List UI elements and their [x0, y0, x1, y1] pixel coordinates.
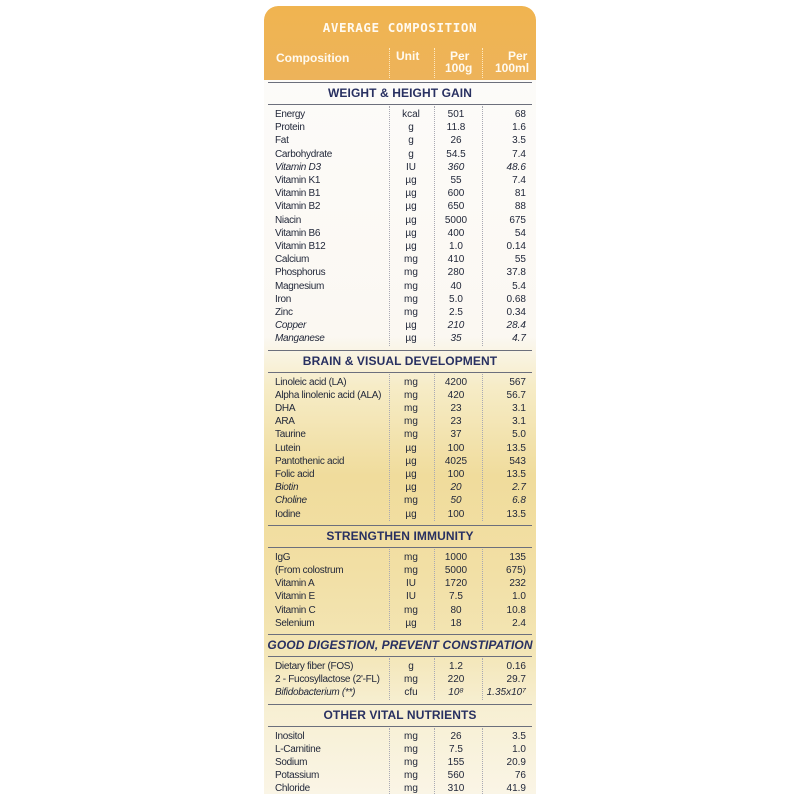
nutrient-name: Vitamin B2 — [275, 201, 321, 213]
table-row — [264, 389, 536, 402]
nutrient-unit: µg — [405, 508, 417, 520]
nutrient-unit: mg — [404, 757, 418, 768]
nutrient-name: Selenium — [275, 617, 315, 629]
value-per-100g: 5.0 — [449, 293, 463, 305]
nutrient-name: L-Carnitine — [275, 743, 321, 755]
table-row — [264, 660, 536, 673]
section-header — [264, 82, 536, 104]
table-row — [264, 769, 536, 782]
section-divider — [268, 372, 532, 373]
value-per-100g: 400 — [447, 227, 465, 239]
table-row — [264, 604, 536, 617]
value-per-100ml: 1.0 — [512, 743, 526, 755]
nutrient-name: Alpha linolenic acid (ALA) — [275, 389, 382, 401]
value-per-100ml: 3.1 — [512, 416, 526, 428]
column-divider — [389, 549, 390, 630]
nutrient-unit: IU — [406, 161, 416, 173]
value-per-100ml: 13.5 — [506, 469, 526, 480]
value-per-100ml: 0.34 — [506, 307, 526, 318]
value-per-100g: 310 — [447, 783, 465, 794]
table-row — [264, 743, 536, 756]
value-per-100g: 560 — [447, 770, 465, 782]
nutrient-name: Iron — [275, 293, 292, 305]
value-per-100g: 40 — [450, 280, 462, 292]
value-per-100ml: 81 — [514, 188, 526, 200]
nutrient-name: (From colostrum — [275, 565, 344, 576]
nutrient-name: Vitamin B1 — [275, 188, 321, 200]
nutrient-unit: µg — [405, 455, 417, 467]
nutrient-unit: mg — [404, 389, 418, 401]
table-row — [264, 564, 536, 577]
value-per-100ml: 675 — [509, 214, 526, 226]
table-row — [264, 402, 536, 415]
nutrient-unit: µg — [405, 617, 417, 629]
column-divider — [482, 728, 483, 794]
table-row — [264, 508, 536, 521]
column-divider — [434, 658, 435, 700]
value-per-100g: 1000 — [444, 551, 468, 563]
table-row — [264, 148, 536, 161]
table-row — [264, 227, 536, 240]
table-row — [264, 280, 536, 293]
panel-title: AVERAGE COMPOSITION — [322, 20, 478, 35]
value-per-100ml: 0.16 — [506, 661, 526, 672]
value-per-100g: 7.5 — [449, 743, 463, 755]
nutrient-unit: IU — [406, 591, 416, 603]
nutrient-name: Linoleic acid (LA) — [275, 376, 347, 388]
nutrient-unit: g — [408, 122, 414, 134]
value-per-100g: 26 — [450, 135, 462, 147]
value-per-100g: 501 — [447, 109, 465, 120]
section-header — [264, 634, 536, 656]
value-per-100ml: 41.9 — [506, 783, 526, 794]
column-divider — [434, 106, 435, 346]
value-per-100g: 4025 — [444, 455, 468, 467]
nutrient-unit: µg — [405, 320, 417, 332]
table-row — [264, 455, 536, 468]
value-per-100g: 210 — [447, 320, 465, 332]
nutrient-name: Vitamin B12 — [275, 241, 326, 252]
column-divider — [389, 658, 390, 700]
value-per-100g: 20 — [450, 482, 462, 494]
column-header-per-100g-top: Per — [450, 49, 470, 63]
value-per-100ml: 88 — [514, 201, 526, 213]
nutrient-name: 2 - Fucosyllactose (2'-FL) — [275, 674, 380, 686]
table-row — [264, 332, 536, 345]
table-row — [264, 306, 536, 319]
value-per-100g: 100 — [447, 442, 465, 454]
nutrient-unit: µg — [405, 241, 417, 252]
nutrient-name: Biotin — [275, 482, 299, 494]
value-per-100g: 1.2 — [449, 661, 463, 672]
nutrient-unit: mg — [404, 783, 418, 794]
nutrient-unit: g — [408, 135, 414, 147]
nutrient-name: Zinc — [275, 307, 293, 318]
nutrient-name: Bifidobacterium (**) — [275, 687, 356, 699]
value-per-100ml: 48.6 — [506, 161, 526, 173]
value-per-100ml: 7.4 — [512, 175, 526, 186]
column-divider — [389, 374, 390, 521]
value-per-100ml: 4.7 — [512, 333, 526, 345]
value-per-100ml: 37.8 — [506, 267, 526, 279]
table-row — [264, 415, 536, 428]
value-per-100ml: 5.0 — [512, 429, 526, 441]
nutrient-name: ARA — [275, 416, 295, 428]
column-divider — [482, 658, 483, 700]
value-per-100g: 2.5 — [449, 307, 463, 318]
nutrient-unit: µg — [405, 333, 417, 345]
nutrient-name: Protein — [275, 122, 305, 134]
value-per-100ml: 13.5 — [506, 442, 526, 454]
nutrient-unit: kcal — [402, 109, 420, 120]
nutrient-unit: mg — [404, 770, 418, 782]
column-header-per-100ml-bottom: 100ml — [495, 61, 530, 75]
value-per-100ml: 29.7 — [506, 674, 526, 686]
nutrient-unit: mg — [404, 376, 418, 388]
section-divider — [268, 547, 532, 548]
column-divider — [482, 106, 483, 346]
table-row — [264, 730, 536, 743]
nutrient-unit: µg — [405, 201, 417, 213]
section-title: WEIGHT & HEIGHT GAIN — [328, 86, 472, 100]
nutrient-unit: µg — [405, 188, 417, 200]
value-per-100ml: 1.35x10⁷ — [486, 687, 526, 699]
nutrient-unit: µg — [405, 442, 417, 454]
nutrient-name: Vitamin D3 — [275, 161, 321, 173]
nutrient-name: Chloride — [275, 783, 310, 794]
table-row — [264, 200, 536, 213]
nutrient-unit: mg — [404, 293, 418, 305]
value-per-100g: 220 — [447, 674, 465, 686]
value-per-100ml: 2.7 — [512, 482, 526, 494]
nutrient-unit: mg — [404, 416, 418, 428]
table-row — [264, 756, 536, 769]
value-per-100g: 1.0 — [449, 241, 463, 252]
nutrient-unit: mg — [404, 403, 418, 414]
table-row — [264, 590, 536, 603]
table-row — [264, 187, 536, 200]
value-per-100g: 23 — [450, 416, 462, 428]
nutrient-name: Phosphorus — [275, 267, 326, 279]
value-per-100g: 100 — [447, 469, 465, 480]
nutrient-unit: mg — [404, 743, 418, 755]
value-per-100ml: 28.4 — [506, 320, 526, 332]
value-per-100ml: 3.1 — [512, 403, 526, 414]
nutrient-unit: mg — [404, 267, 418, 279]
nutrient-name: IgG — [275, 551, 291, 563]
nutrient-unit: mg — [404, 495, 418, 507]
table-row — [264, 319, 536, 332]
nutrient-name: Vitamin C — [275, 604, 316, 616]
value-per-100ml: 56.7 — [506, 389, 526, 401]
nutrient-unit: mg — [404, 254, 418, 266]
table-row — [264, 481, 536, 494]
nutrient-name: Vitamin E — [275, 591, 315, 603]
column-divider — [434, 728, 435, 794]
nutrient-name: Taurine — [275, 429, 306, 441]
nutrient-unit: mg — [404, 280, 418, 292]
section-title: GOOD DIGESTION, PREVENT CONSTIPATION — [267, 638, 533, 652]
value-per-100g: 23 — [450, 403, 462, 414]
value-per-100g: 600 — [447, 188, 465, 200]
nutrient-name: Manganese — [275, 333, 325, 345]
value-per-100g: 50 — [450, 495, 462, 507]
value-per-100ml: 1.0 — [512, 591, 526, 603]
nutrient-unit: g — [408, 148, 414, 160]
value-per-100g: 1720 — [444, 578, 468, 590]
nutrient-unit: g — [408, 661, 414, 672]
nutrient-name: DHA — [275, 403, 296, 414]
header-divider — [389, 48, 390, 78]
table-row — [264, 240, 536, 253]
header-divider — [434, 48, 435, 78]
value-per-100g: 280 — [447, 267, 465, 279]
nutrient-unit: mg — [404, 730, 418, 742]
table-row — [264, 161, 536, 174]
value-per-100g: 155 — [447, 757, 465, 768]
nutrient-name: Choline — [275, 495, 307, 507]
value-per-100g: 360 — [447, 161, 465, 173]
value-per-100g: 26 — [450, 730, 462, 742]
value-per-100g: 37 — [450, 429, 462, 441]
nutrient-unit: mg — [404, 429, 418, 441]
value-per-100ml: 6.8 — [512, 495, 526, 507]
column-divider — [482, 549, 483, 630]
value-per-100ml: 2.4 — [512, 617, 526, 629]
table-row — [264, 121, 536, 134]
table-row — [264, 293, 536, 306]
value-per-100ml: 0.14 — [506, 241, 526, 252]
nutrient-name: Pantothenic acid — [275, 455, 345, 467]
nutrient-name: Carbohydrate — [275, 148, 332, 160]
table-row — [264, 266, 536, 279]
section-divider — [268, 656, 532, 657]
nutrient-name: Vitamin B6 — [275, 227, 321, 239]
value-per-100ml: 68 — [514, 109, 526, 120]
column-divider — [434, 549, 435, 630]
composition-panel — [264, 6, 536, 794]
section-divider — [268, 726, 532, 727]
table-row — [264, 428, 536, 441]
value-per-100g: 18 — [450, 617, 462, 629]
value-per-100g: 54.5 — [446, 148, 466, 160]
table-row — [264, 782, 536, 794]
nutrient-name: Potassium — [275, 770, 319, 782]
table-row — [264, 617, 536, 630]
nutrient-unit: µg — [405, 175, 417, 186]
value-per-100ml: 567 — [509, 376, 526, 388]
nutrient-name: Magnesium — [275, 280, 324, 292]
nutrient-name: Sodium — [275, 757, 308, 768]
table-row — [264, 551, 536, 564]
nutrient-unit: µg — [405, 214, 417, 226]
table-row — [264, 673, 536, 686]
value-per-100ml: 1.6 — [512, 122, 526, 134]
value-per-100g: 5000 — [444, 214, 468, 226]
nutrient-name: Energy — [275, 109, 305, 120]
value-per-100g: 5000 — [444, 565, 468, 576]
table-row — [264, 468, 536, 481]
table-row — [264, 442, 536, 455]
value-per-100g: 10⁸ — [448, 687, 464, 699]
value-per-100ml: 5.4 — [512, 280, 526, 292]
section-title: OTHER VITAL NUTRIENTS — [323, 707, 477, 722]
section-divider — [268, 104, 532, 105]
value-per-100ml: 13.5 — [506, 508, 526, 520]
nutrient-unit: IU — [406, 578, 416, 590]
column-divider — [389, 728, 390, 794]
table-row — [264, 108, 536, 121]
value-per-100g: 4200 — [444, 376, 468, 388]
value-per-100ml: 543 — [509, 455, 526, 467]
table-row — [264, 577, 536, 590]
column-divider — [434, 374, 435, 521]
nutrient-name: Niacin — [275, 214, 301, 226]
value-per-100g: 420 — [447, 389, 465, 401]
value-per-100g: 650 — [447, 201, 465, 213]
value-per-100ml: 54 — [514, 227, 526, 239]
nutrient-name: Vitamin K1 — [275, 175, 321, 186]
nutrient-name: Calcium — [275, 254, 310, 266]
table-row — [264, 686, 536, 699]
column-header-per-100g-bottom: 100g — [445, 61, 473, 75]
nutrient-unit: µg — [405, 469, 417, 480]
table-row — [264, 253, 536, 266]
nutrient-name: Dietary fiber (FOS) — [275, 661, 354, 672]
column-header-per-100ml-top: Per — [508, 49, 528, 63]
section-title: STRENGTHEN IMMUNITY — [326, 528, 474, 543]
nutrient-unit: mg — [404, 551, 418, 563]
value-per-100g: 11.8 — [446, 122, 466, 134]
nutrient-name: Iodine — [275, 508, 301, 520]
value-per-100ml: 3.5 — [512, 730, 526, 742]
nutrient-unit: mg — [404, 565, 418, 576]
value-per-100g: 55 — [450, 175, 462, 186]
table-row — [264, 376, 536, 389]
value-per-100g: 7.5 — [449, 591, 463, 603]
column-divider — [389, 106, 390, 346]
nutrient-unit: cfu — [404, 687, 418, 699]
nutrient-unit: µg — [405, 482, 417, 494]
nutrient-unit: mg — [404, 307, 418, 318]
column-header-unit: Unit — [396, 49, 420, 63]
table-row — [264, 174, 536, 187]
value-per-100ml: 10.8 — [506, 604, 526, 616]
table-row — [264, 214, 536, 227]
value-per-100ml: 55 — [514, 254, 526, 266]
nutrient-name: Folic acid — [275, 469, 315, 480]
section-header — [264, 350, 536, 372]
value-per-100ml: 3.5 — [512, 135, 526, 147]
value-per-100g: 80 — [450, 604, 462, 616]
value-per-100ml: 675) — [505, 565, 526, 576]
nutrient-unit: mg — [404, 604, 418, 616]
value-per-100ml: 7.4 — [512, 148, 526, 160]
header-band — [264, 6, 536, 80]
table-row — [264, 134, 536, 147]
column-divider — [482, 374, 483, 521]
nutrient-name: Vitamin A — [275, 578, 315, 590]
nutrient-name: Fat — [275, 135, 289, 147]
nutrient-name: Inositol — [275, 730, 305, 742]
section-header — [264, 704, 536, 726]
value-per-100g: 410 — [447, 254, 465, 266]
nutrient-name: Copper — [275, 320, 306, 332]
header-divider — [482, 48, 483, 78]
value-per-100g: 100 — [447, 508, 465, 520]
nutrient-unit: µg — [405, 227, 417, 239]
value-per-100ml: 135 — [509, 551, 526, 563]
nutrient-name: Lutein — [275, 442, 301, 454]
column-header-composition: Composition — [276, 51, 350, 65]
value-per-100ml: 20.9 — [506, 757, 526, 768]
section-header — [264, 525, 536, 547]
table-row — [264, 494, 536, 507]
section-title: BRAIN & VISUAL DEVELOPMENT — [302, 353, 498, 368]
value-per-100ml: 232 — [509, 578, 526, 590]
value-per-100g: 35 — [450, 333, 462, 345]
nutrient-unit: mg — [404, 674, 418, 686]
value-per-100ml: 76 — [514, 770, 526, 782]
value-per-100ml: 0.68 — [506, 293, 526, 305]
